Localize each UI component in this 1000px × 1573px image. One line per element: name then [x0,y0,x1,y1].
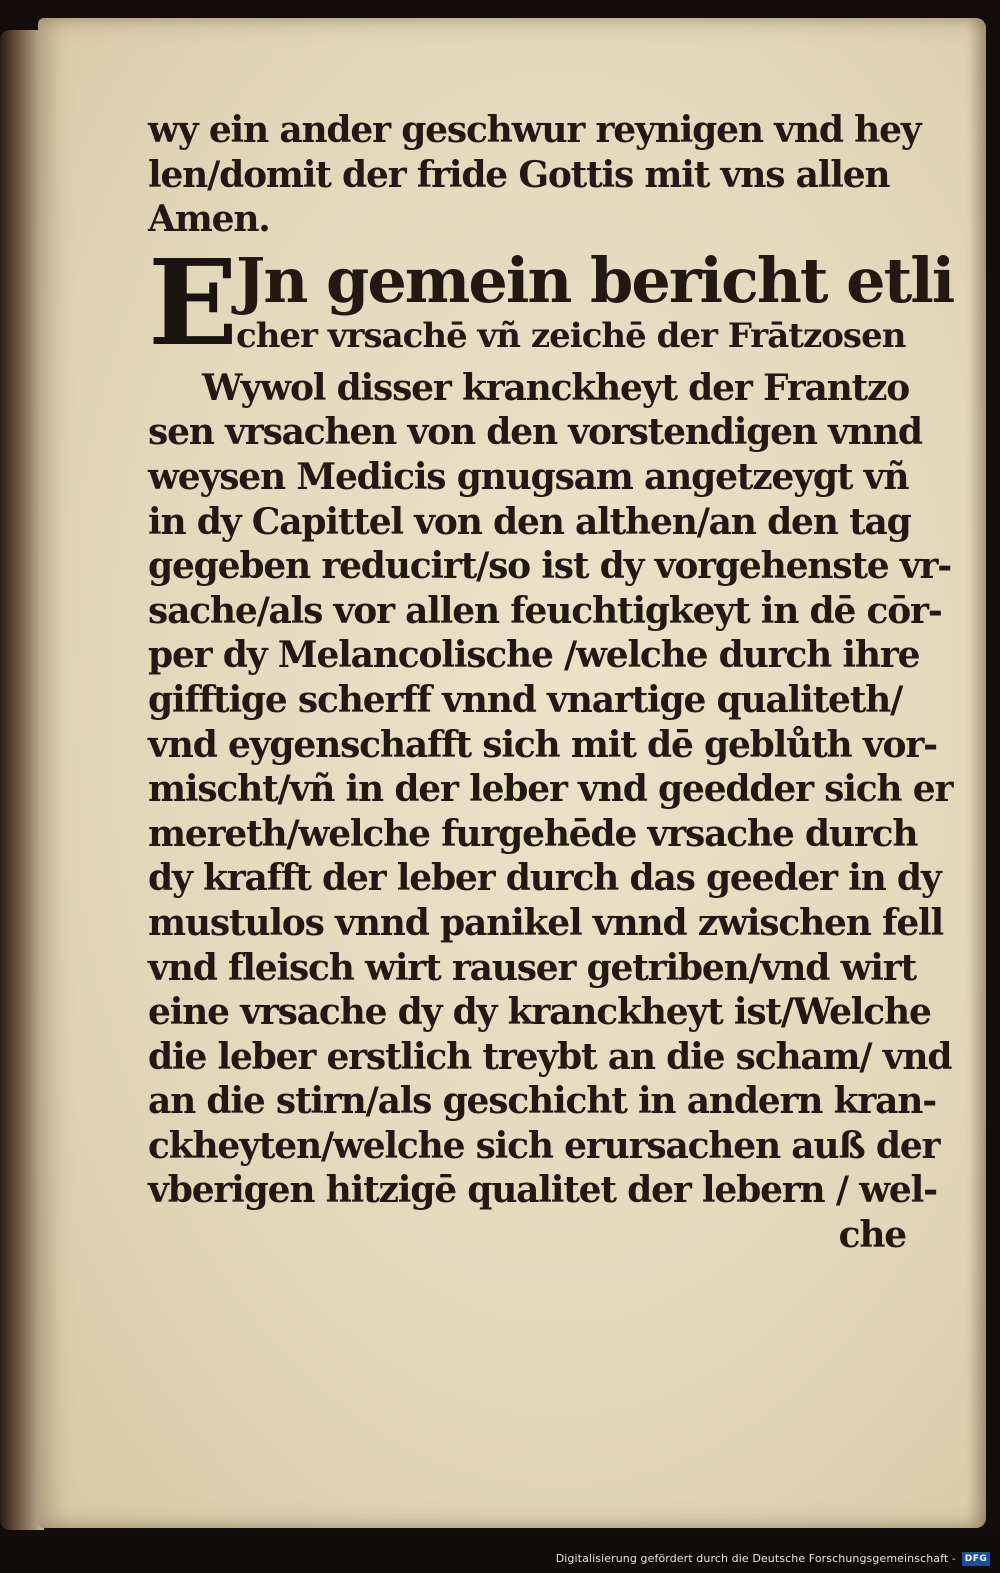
section-heading [148,232,954,372]
text-line: ckheyten/welche sich erursachen auß der [148,1124,940,1167]
text-line: die leber erstlich treybt an die scham/ vnd [148,1035,952,1078]
text-line: sen vrsachen von den vorstendigen vnnd [148,411,922,454]
text-line: mischt/vñ in der leber vnd geedder sich er [148,768,953,811]
footer-bar [0,1537,1000,1573]
text-line: vnd eygenschafft sich mit dē geblůth vor- [148,723,937,766]
text-line: an die stirn/als geschicht in andern kran- [148,1080,936,1123]
text-line: Amen. [148,198,270,241]
page-edge-shadow [966,18,986,1528]
text-line: mustulos vnnd panikel vnnd zwischen fell [148,901,943,944]
heading-line-1: Jn gemein bericht etli [236,243,954,317]
funding-credit: Digitalisierung gefördert durch die Deutsche Forschungsgemeinschaft - [555,1552,956,1565]
text-line: per dy Melancolische /welche durch ihre [148,634,920,677]
text-line: len/domit der fride Gottis mit vns allen [148,153,890,196]
catchword: che [838,1214,906,1257]
text-line: wy ein ander geschwur reynigen vnd hey [148,109,921,151]
heading-line-2: cher vrsachē vñ zeichē der Frātzosen [236,315,906,356]
text-line: sache/als vor allen feuchtigkeyt in dē cōr- [148,589,942,632]
text-line: gegeben reducirt/so ist dy vorgehenste vr- [148,545,952,588]
text-line: vnd fleisch wirt rauser getriben/vnd wirt [148,946,916,989]
text-line: dy krafft der leber durch das geeder in dy [148,857,941,900]
text-line: vberigen hitzigē qualitet der lebern / wel- [148,1169,937,1212]
text-line: mereth/welche furgehēde vrsache durch [148,812,918,855]
text-line: weysen Medicis gnugsam angetzeygt vñ [148,455,909,498]
body-paragraph [148,366,953,1258]
dfg-logo: DFG [962,1552,990,1566]
text-line: in dy Capittel von den althen/an den tag [148,500,911,543]
text-line: eine vrsache dy dy kranckheyt ist/Welche [148,991,931,1034]
text-line: gifftige scherff vnnd vnartige qualiteth/ [148,678,903,721]
page-text [148,108,954,1258]
drop-capital: E [148,232,238,372]
text-line: Wywol disser kranckheyt der Frantzo [202,366,910,409]
